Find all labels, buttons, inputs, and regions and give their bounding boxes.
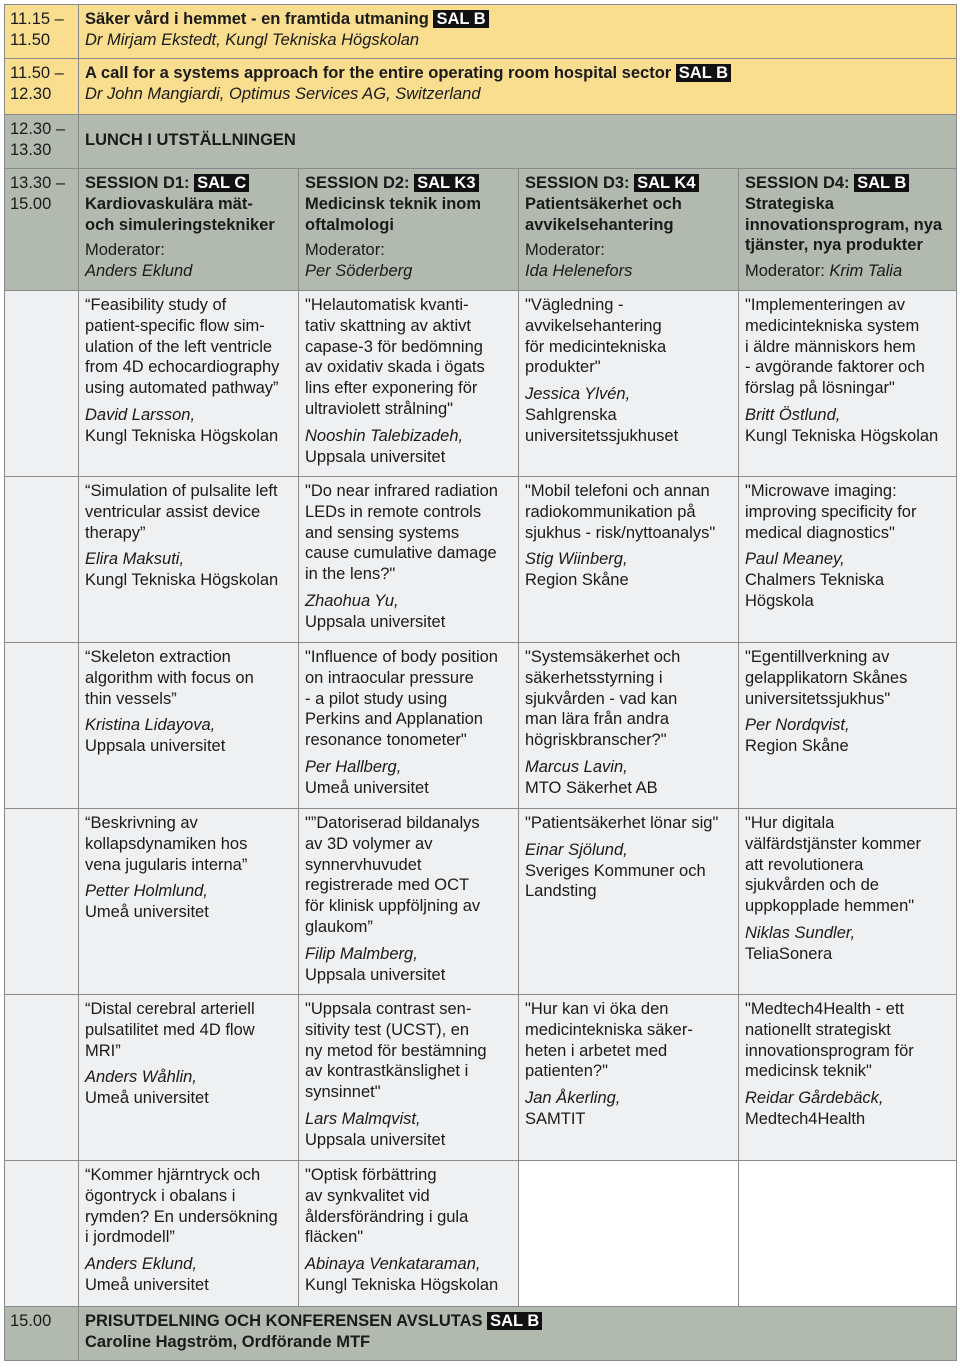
talk-affiliation: Sveriges Kommuner och (525, 861, 706, 880)
schedule-row (5, 115, 957, 169)
closing-cell (79, 1307, 957, 1361)
talk-title-line: algorithm with focus on (85, 668, 254, 687)
program-schedule (4, 4, 956, 1364)
talk-title-line: lins efter exponering för (305, 379, 478, 398)
talk-cell (299, 1161, 519, 1307)
talk-affiliation: Uppsala universitet (305, 965, 446, 984)
talk-cell (519, 477, 739, 643)
moderator-name: Krim Talia (829, 262, 903, 281)
session-header (299, 169, 519, 291)
talk-title-line: i jordmodell” (85, 1228, 175, 1247)
talk-cell (739, 995, 957, 1161)
session-title-line: tjänster, nya produkter (745, 236, 923, 255)
talk-cell (79, 477, 299, 643)
session-title-line: Strategiska (745, 194, 834, 213)
speaker: Dr John Mangiardi, Optimus Services AG, Switzerland (85, 84, 481, 103)
talk-author: Anders Wåhlin, (85, 1068, 197, 1087)
talk-title-line: registrerade med OCT (305, 876, 470, 895)
talk-cell (79, 995, 299, 1161)
talk-title-line: sitivity test (UCST), en (305, 1020, 470, 1039)
talk-cell (299, 643, 519, 809)
talk-title-line: ventricular assist device (85, 502, 261, 521)
talk-author: Per Nordqvist, (745, 716, 850, 735)
time-cell (5, 809, 79, 995)
talk-affiliation: Umeå universitet (85, 1089, 209, 1108)
talk-title-line: sjukvården - vad kan (525, 689, 678, 708)
talk-title-line: medical diagnostics" (745, 523, 895, 542)
talk-title-line: produkter" (525, 358, 601, 377)
talk-affiliation: Sahlgrenska (525, 405, 617, 424)
talk-author: Marcus Lavin, (525, 757, 628, 776)
talk-row (5, 809, 957, 995)
time-start: 13.30 – (10, 174, 66, 192)
schedule-row (5, 5, 957, 59)
talk-title-line: innovationsprogram för (745, 1041, 914, 1060)
talk-row (5, 995, 957, 1161)
session-header (739, 169, 957, 291)
lunch-title: LUNCH I UTSTÄLLNINGEN (85, 131, 296, 150)
time-start: 11.50 – (10, 64, 64, 82)
talk-author: Reidar Gårdebäck, (745, 1089, 884, 1108)
schedule-table (4, 4, 957, 1361)
empty-cell (519, 1161, 739, 1307)
talk-affiliation: Chalmers Tekniska (745, 571, 885, 590)
talk-cell (79, 643, 299, 809)
talk-title-line: vena jugularis interna” (85, 855, 248, 874)
talk-title-line: "Uppsala contrast sen- (305, 1000, 472, 1018)
time-cell (5, 59, 79, 115)
talk-author: Kristina Lidayova, (85, 716, 216, 735)
talk-affiliation: Region Skåne (745, 737, 849, 756)
talk-title-line: radiokommunikation på (525, 502, 696, 521)
talk-title-line: "Optisk förbättring (305, 1166, 437, 1184)
room-badge: SAL B (854, 174, 909, 192)
talk-affiliation: Landsting (525, 882, 597, 901)
talk-title-line: “Distal cerebral arteriell (85, 1000, 255, 1018)
talk-row (5, 291, 957, 477)
talk-title-line: "Egentillverkning av (745, 648, 890, 666)
talk-title-line: thin vessels” (85, 689, 177, 708)
talk-title-line: "Implementeringen av (745, 296, 905, 314)
talk-affiliation: Uppsala universitet (85, 737, 226, 756)
moderator-label: Moderator: (85, 241, 165, 260)
talk-affiliation: Högskola (745, 591, 814, 610)
session-title-line: Kardiovaskulära mät- (85, 194, 253, 213)
talk-author: Jessica Ylvén, (525, 385, 631, 404)
room-badge: SAL K4 (634, 174, 698, 192)
talk-cell (519, 291, 739, 477)
talk-affiliation: Kungl Tekniska Högskolan (305, 1275, 499, 1294)
session-title-line: Patientsäkerhet och (525, 194, 682, 213)
talk-title-line: from 4D echocardiography (85, 358, 280, 377)
lunch-cell (79, 115, 957, 169)
room-badge: SAL B (433, 10, 488, 28)
closing-title: PRISUTDELNING OCH KONFERENSEN AVSLUTAS (85, 1312, 483, 1330)
session-title-line: Medicinsk teknik inom (305, 194, 482, 213)
talk-title-line: Perkins and Applanation (305, 710, 483, 729)
time-cell (5, 477, 79, 643)
talk-title-line: "Hur digitala (745, 814, 835, 832)
talk-title-line: fläcken" (305, 1228, 364, 1247)
talk-title-line: högriskbranscher?" (525, 731, 667, 750)
talk-author: Jan Åkerling, (525, 1089, 621, 1108)
time-cell (5, 115, 79, 169)
room-badge: SAL K3 (414, 174, 478, 192)
closing-speaker: Caroline Hagström, Ordförande MTF (85, 1332, 371, 1351)
talk-title-line: ultraviolett strålning" (305, 399, 454, 418)
talk-title-line: using automated pathway” (85, 379, 279, 398)
closing-time: 15.00 (10, 1312, 52, 1330)
talk-title-line: “Kommer hjärntryck och (85, 1166, 261, 1184)
talk-affiliation: Uppsala universitet (305, 612, 446, 631)
time-end: 13.30 (10, 140, 52, 159)
session-title-line: avvikelsehantering (525, 215, 674, 234)
talk-title-line: i äldre människors hem (745, 337, 916, 356)
closing-row (5, 1307, 957, 1361)
time-cell (5, 291, 79, 477)
talk-title-line: säkerhetsstyrning i (525, 668, 663, 687)
talk-title-line: medicintekniska säker- (525, 1020, 693, 1039)
talk-title-line: patient-specific flow sim- (85, 316, 265, 335)
talk-cell (739, 643, 957, 809)
talk-title-line: nationellt strategiskt (745, 1020, 891, 1039)
time-cell (5, 643, 79, 809)
talk-cell (519, 809, 739, 995)
talk-title-line: capase-3 för bedömning (305, 337, 483, 356)
talk-cell (519, 995, 739, 1161)
session-label: SESSION D4: (745, 174, 850, 192)
moderator-label: Moderator: (305, 241, 385, 260)
talk-cell (519, 643, 739, 809)
talk-title-line: therapy” (85, 523, 146, 542)
session-title-line: innovationsprogram, nya (745, 215, 943, 234)
speaker: Dr Mirjam Ekstedt, Kungl Tekniska Högskolan (85, 30, 420, 49)
talk-title-line: att revolutionera (745, 855, 864, 874)
talk-title-line: "Helautomatisk kvanti- (305, 296, 469, 314)
room-badge: SAL B (676, 64, 731, 82)
talk-cell (79, 291, 299, 477)
time-end: 12.30 (10, 84, 52, 103)
session-label: SESSION D1: (85, 174, 190, 192)
talk-title-line: av 3D volymer av (305, 834, 433, 853)
talk-title-line: gelapplikatorn Skånes (745, 668, 908, 687)
talk-title-line: synnervhuvudet (305, 855, 422, 874)
room-badge: SAL B (487, 1312, 542, 1330)
moderator-name: Per Söderberg (305, 262, 413, 281)
talk-title-line: on intraocular pressure (305, 668, 474, 687)
talk-affiliation: Kungl Tekniska Högskolan (85, 571, 279, 590)
talk-title-line: in the lens?" (305, 565, 396, 584)
talk-cell (299, 809, 519, 995)
talk-title-line: uppkopplade hemmen" (745, 897, 915, 916)
talk-title-line: av kontrastkänslighet i (305, 1062, 469, 1081)
talk-title-line: tativ skattning av aktivt (305, 316, 471, 335)
talk-title-line: för klinisk uppföljning av (305, 897, 481, 916)
talk-cell (739, 291, 957, 477)
talk-title-line: kollapsdynamiken hos (85, 834, 248, 853)
session-label: SESSION D3: (525, 174, 630, 192)
talk-title-line: välfärdstjänster kommer (745, 834, 922, 853)
talk-title-line: glaukom” (305, 917, 373, 936)
talk-title-line: åldersförändring i gula (305, 1207, 469, 1226)
moderator-name: Ida Helenefors (525, 262, 633, 281)
talk-title-line: "Microwave imaging: (745, 482, 897, 500)
talk-affiliation: Umeå universitet (85, 1275, 209, 1294)
time-end: 15.00 (10, 194, 52, 213)
talk-author: Niklas Sundler, (745, 923, 856, 942)
talk-title-line: "”Datoriserad bildanalys (305, 814, 480, 832)
time-cell (5, 5, 79, 59)
moderator-label: Moderator: (745, 262, 825, 281)
talk-affiliation: Umeå universitet (305, 778, 429, 797)
talk-affiliation: Uppsala universitet (305, 1130, 446, 1149)
talk-affiliation: MTO Säkerhet AB (525, 778, 658, 797)
talk-affiliation: Region Skåne (525, 571, 629, 590)
talk-cell (79, 5, 957, 59)
talk-cell (79, 809, 299, 995)
time-cell (5, 995, 79, 1161)
schedule-row (5, 59, 957, 115)
talk-title-line: för medicintekniska (525, 337, 667, 356)
talk-affiliation: universitetssjukhuset (525, 426, 679, 445)
talk-title-line: LEDs in remote controls (305, 502, 482, 521)
talk-title-line: synsinnet" (305, 1083, 381, 1102)
talk-author: Zhaohua Yu, (305, 591, 399, 610)
talk-title-line: ulation of the left ventricle (85, 337, 273, 356)
talk-author: Abinaya Venkataraman, (305, 1255, 481, 1274)
talk-cell (739, 477, 957, 643)
talk-author: Lars Malmqvist, (305, 1109, 421, 1128)
talk-author: Per Hallberg, (305, 757, 402, 776)
talk-affiliation: SAMTIT (525, 1109, 586, 1128)
talk-title-line: and sensing systems (305, 523, 460, 542)
talk-author: Anders Eklund, (85, 1255, 197, 1274)
talk-author: Filip Malmberg, (305, 944, 418, 963)
time-cell (5, 1307, 79, 1361)
talk-author: Britt Östlund, (745, 405, 841, 424)
session-title-line: oftalmologi (305, 215, 394, 234)
time-start: 11.15 – (10, 10, 64, 28)
talk-title-line: “Simulation of pulsalite left (85, 482, 278, 500)
talk-cell (299, 477, 519, 643)
talk-affiliation: Kungl Tekniska Högskolan (85, 426, 279, 445)
talk-affiliation: Umeå universitet (85, 903, 209, 922)
talk-author: Stig Wiinberg, (525, 550, 628, 569)
talk-title-line: MRI” (85, 1041, 121, 1060)
talk-title-line: "Vägledning - (525, 296, 624, 314)
moderator-label: Moderator: (525, 241, 605, 260)
talk-title-line: pulsatilitet med 4D flow (85, 1020, 255, 1039)
talk-title-line: heten i arbetet med (525, 1041, 668, 1060)
session-title-line: och simuleringstekniker (85, 215, 275, 234)
talk-title-line: "Mobil telefoni och annan (525, 482, 710, 500)
talk-title-line: medicintekniska system (745, 316, 920, 335)
talk-affiliation: Uppsala universitet (305, 447, 446, 466)
talk-title: A call for a systems approach for the entire operating room hospital sector (85, 64, 672, 82)
talk-cell (79, 1161, 299, 1307)
talk-title-line: "Influence of body position (305, 648, 498, 666)
talk-title-line: medicinsk teknik" (745, 1062, 872, 1081)
sessions-header-row (5, 169, 957, 291)
session-header (79, 169, 299, 291)
talk-author: David Larsson, (85, 405, 196, 424)
talk-title-line: resonance tonometer" (305, 731, 467, 750)
talk-title-line: ny metod för bestämning (305, 1041, 487, 1060)
talk-title-line: - a pilot study using (305, 689, 448, 708)
talk-title-line: "Do near infrared radiation (305, 482, 498, 500)
talk-author: Einar Sjölund, (525, 840, 628, 859)
talk-title-line: - avgörande faktorer och (745, 358, 925, 377)
session-label: SESSION D2: (305, 174, 410, 192)
time-cell (5, 169, 79, 291)
talk-affiliation: TeliaSonera (745, 944, 833, 963)
talk-title-line: cause cumulative damage (305, 544, 497, 563)
time-start: 12.30 – (10, 120, 66, 138)
session-header (519, 169, 739, 291)
talk-title-line: sjukhus - risk/nyttoanalys" (525, 523, 716, 542)
talk-affiliation: Medtech4Health (745, 1109, 866, 1128)
talk-row (5, 477, 957, 643)
talk-author: Paul Meaney, (745, 550, 845, 569)
talk-title-line: avvikelsehantering (525, 316, 662, 335)
talk-affiliation: Kungl Tekniska Högskolan (745, 426, 939, 445)
talk-title-line: av synkvalitet vid (305, 1186, 430, 1205)
empty-cell (739, 1161, 957, 1307)
talk-title-line: sjukvården och de (745, 876, 879, 895)
talk-title-line: patienten?" (525, 1062, 608, 1081)
talk-title-line: "Hur kan vi öka den (525, 1000, 669, 1018)
talk-author: Nooshin Talebizadeh, (305, 426, 464, 445)
room-badge: SAL C (194, 174, 249, 192)
talk-title-line: improving specificity for (745, 502, 917, 521)
talk-rows (5, 291, 957, 1307)
talk-cell (739, 809, 957, 995)
talk-title-line: "Patientsäkerhet lönar sig" (525, 814, 719, 832)
talk-row (5, 1161, 957, 1307)
talk-title: Säker vård i hemmet - en framtida utmaning (85, 10, 429, 28)
talk-title-line: universitetssjukhus" (745, 689, 891, 708)
talk-title-line: förslag på lösningar" (745, 379, 895, 398)
talk-row (5, 643, 957, 809)
time-cell (5, 1161, 79, 1307)
talk-title-line: av oxidativ skada i ögats (305, 358, 485, 377)
talk-cell (299, 291, 519, 477)
talk-author: Elira Maksuti, (85, 550, 185, 569)
talk-title-line: man lära från andra (525, 710, 669, 729)
talk-title-line: “Beskrivning av (85, 814, 198, 832)
talk-title-line: "Medtech4Health - ett (745, 1000, 905, 1018)
talk-title-line: ögontryck i obalans i (85, 1186, 236, 1205)
talk-title-line: “Feasibility study of (85, 296, 227, 314)
talk-cell (79, 59, 957, 115)
moderator-name: Anders Eklund (85, 262, 193, 281)
talk-title-line: rymden? En undersökning (85, 1207, 278, 1226)
talk-title-line: "Systemsäkerhet och (525, 648, 681, 666)
time-end: 11.50 (10, 30, 51, 49)
talk-title-line: “Skeleton extraction (85, 648, 231, 666)
talk-author: Petter Holmlund, (85, 882, 208, 901)
talk-cell (299, 995, 519, 1161)
